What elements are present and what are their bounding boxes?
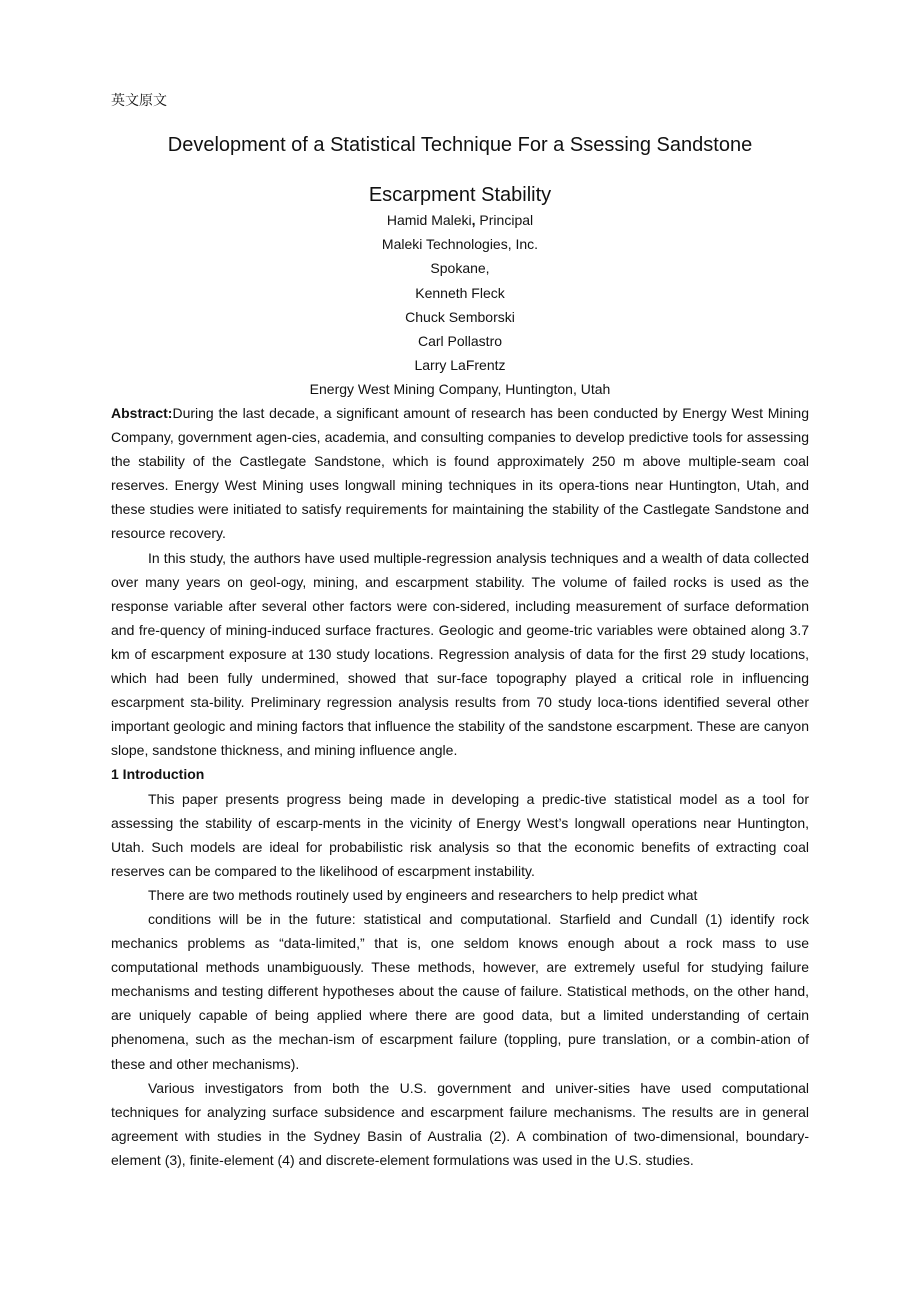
section-heading-introduction: 1 Introduction — [111, 766, 205, 783]
author-name-3: Chuck Semborski — [405, 308, 515, 325]
author-name-5: Larry LaFrentz — [414, 357, 506, 374]
abstract-paragraph — [111, 401, 809, 546]
intro-paragraph-2-line-1: There are two methods routinely used by engineers and researchers to help predict what — [148, 886, 698, 903]
author-location: Spokane, — [430, 260, 490, 277]
abstract-label: Abstract: — [111, 405, 173, 421]
first-author — [0, 208, 920, 232]
paper-title — [0, 120, 920, 220]
abstract-text: During the last decade, a significant amount of research has been conducted by Energy West Mining Company, government agen-cies, academia, and consulting companies to develop predictive tools for assessing the stability of the Castlegate Sandstone, which is found approximately 250 m above multiple-seam coal reserves. Energy West Mining uses longwall mining techniques in its opera-tions near Huntington, Utah, and these studies were initiated to satisfy requirements for maintaining the stability of the Castlegate Sandstone and resource recovery. — [111, 405, 809, 542]
author-affiliation-2: Energy West Mining Company, Huntington, Utah — [309, 381, 611, 398]
title-line-1: Development of a Statistical Technique For a Ssessing Sandstone — [167, 134, 753, 156]
intro-paragraph-1: This paper presents progress being made in developing a predic-tive statistical model as a tool for assessing the stability of escarp-ments in the vicinity of Energy West’s longwall operations near Huntington, Utah. Such models are ideal for probabilistic risk analysis so that the economic benefits of extracting coal reserves can be compared to the likelihood of escarpment instability. — [111, 790, 809, 879]
body-text — [111, 401, 809, 1172]
first-author-role: Principal — [475, 212, 534, 228]
first-author-separator: , — [471, 212, 476, 228]
abstract-paragraph-2: In this study, the authors have used multiple-regression analysis techniques and a wealth of data collected over many years on geol-ogy, mining, and escarpment stability. The volume of failed rocks is used as the response variable after several other factors were con-sidered, including measurement of surface deformation and fre-quency of mining-induced surface fractures. Geologic and geome-tric variables were obtained along 3.7 km of escarpment exposure at 130 study locations. Regression analysis of data for the first 29 study locations, which had been fully undermined, showed that sur-face topography played a critical role in influencing escarpment sta-bility. Preliminary regression analysis results from 70 study loca-tions identified several other important geologic and mining factors that influence the stability of the sandstone escarpment. These are canyon slope, sandstone thickness, and mining influence angle. — [111, 549, 809, 759]
author-block — [0, 208, 920, 402]
author-name-2: Kenneth Fleck — [415, 284, 505, 301]
author-affiliation-1: Maleki Technologies, Inc. — [381, 236, 539, 253]
header-label: 英文原文 — [111, 92, 167, 108]
intro-paragraph-2: conditions will be in the future: statistical and computational. Starfield and Cundall (1) identify rock mechanics problems as “data-limited,” that is, one seldom knows enough about a rock mass to use computational methods unambiguously. These methods, however, are extremely useful for studying failure mechanisms and testing different hypotheses about the cause of failure. Statistical methods, on the other hand, are uniquely capable of being applied where there are good data, but a limited understanding of certain phenomena, such as the mechan-ism of escarpment failure (toppling, pure translation, or a combin-ation of these and other mechanisms). — [111, 910, 809, 1072]
intro-paragraph-3: Various investigators from both the U.S. government and univer-sities have used computational techniques for analyzing surface subsidence and escarpment failure mechanisms. The results are in general agreement with studies in the Sydney Basin of Australia (2). A combination of two-dimensional, boundary-element (3), finite-element (4) and discrete-element formulations was used in the U.S. studies. — [111, 1079, 809, 1168]
title-line-2: Escarpment Stability — [368, 184, 552, 206]
first-author-name: Hamid Maleki — [386, 212, 472, 228]
author-name-4: Carl Pollastro — [417, 333, 503, 350]
